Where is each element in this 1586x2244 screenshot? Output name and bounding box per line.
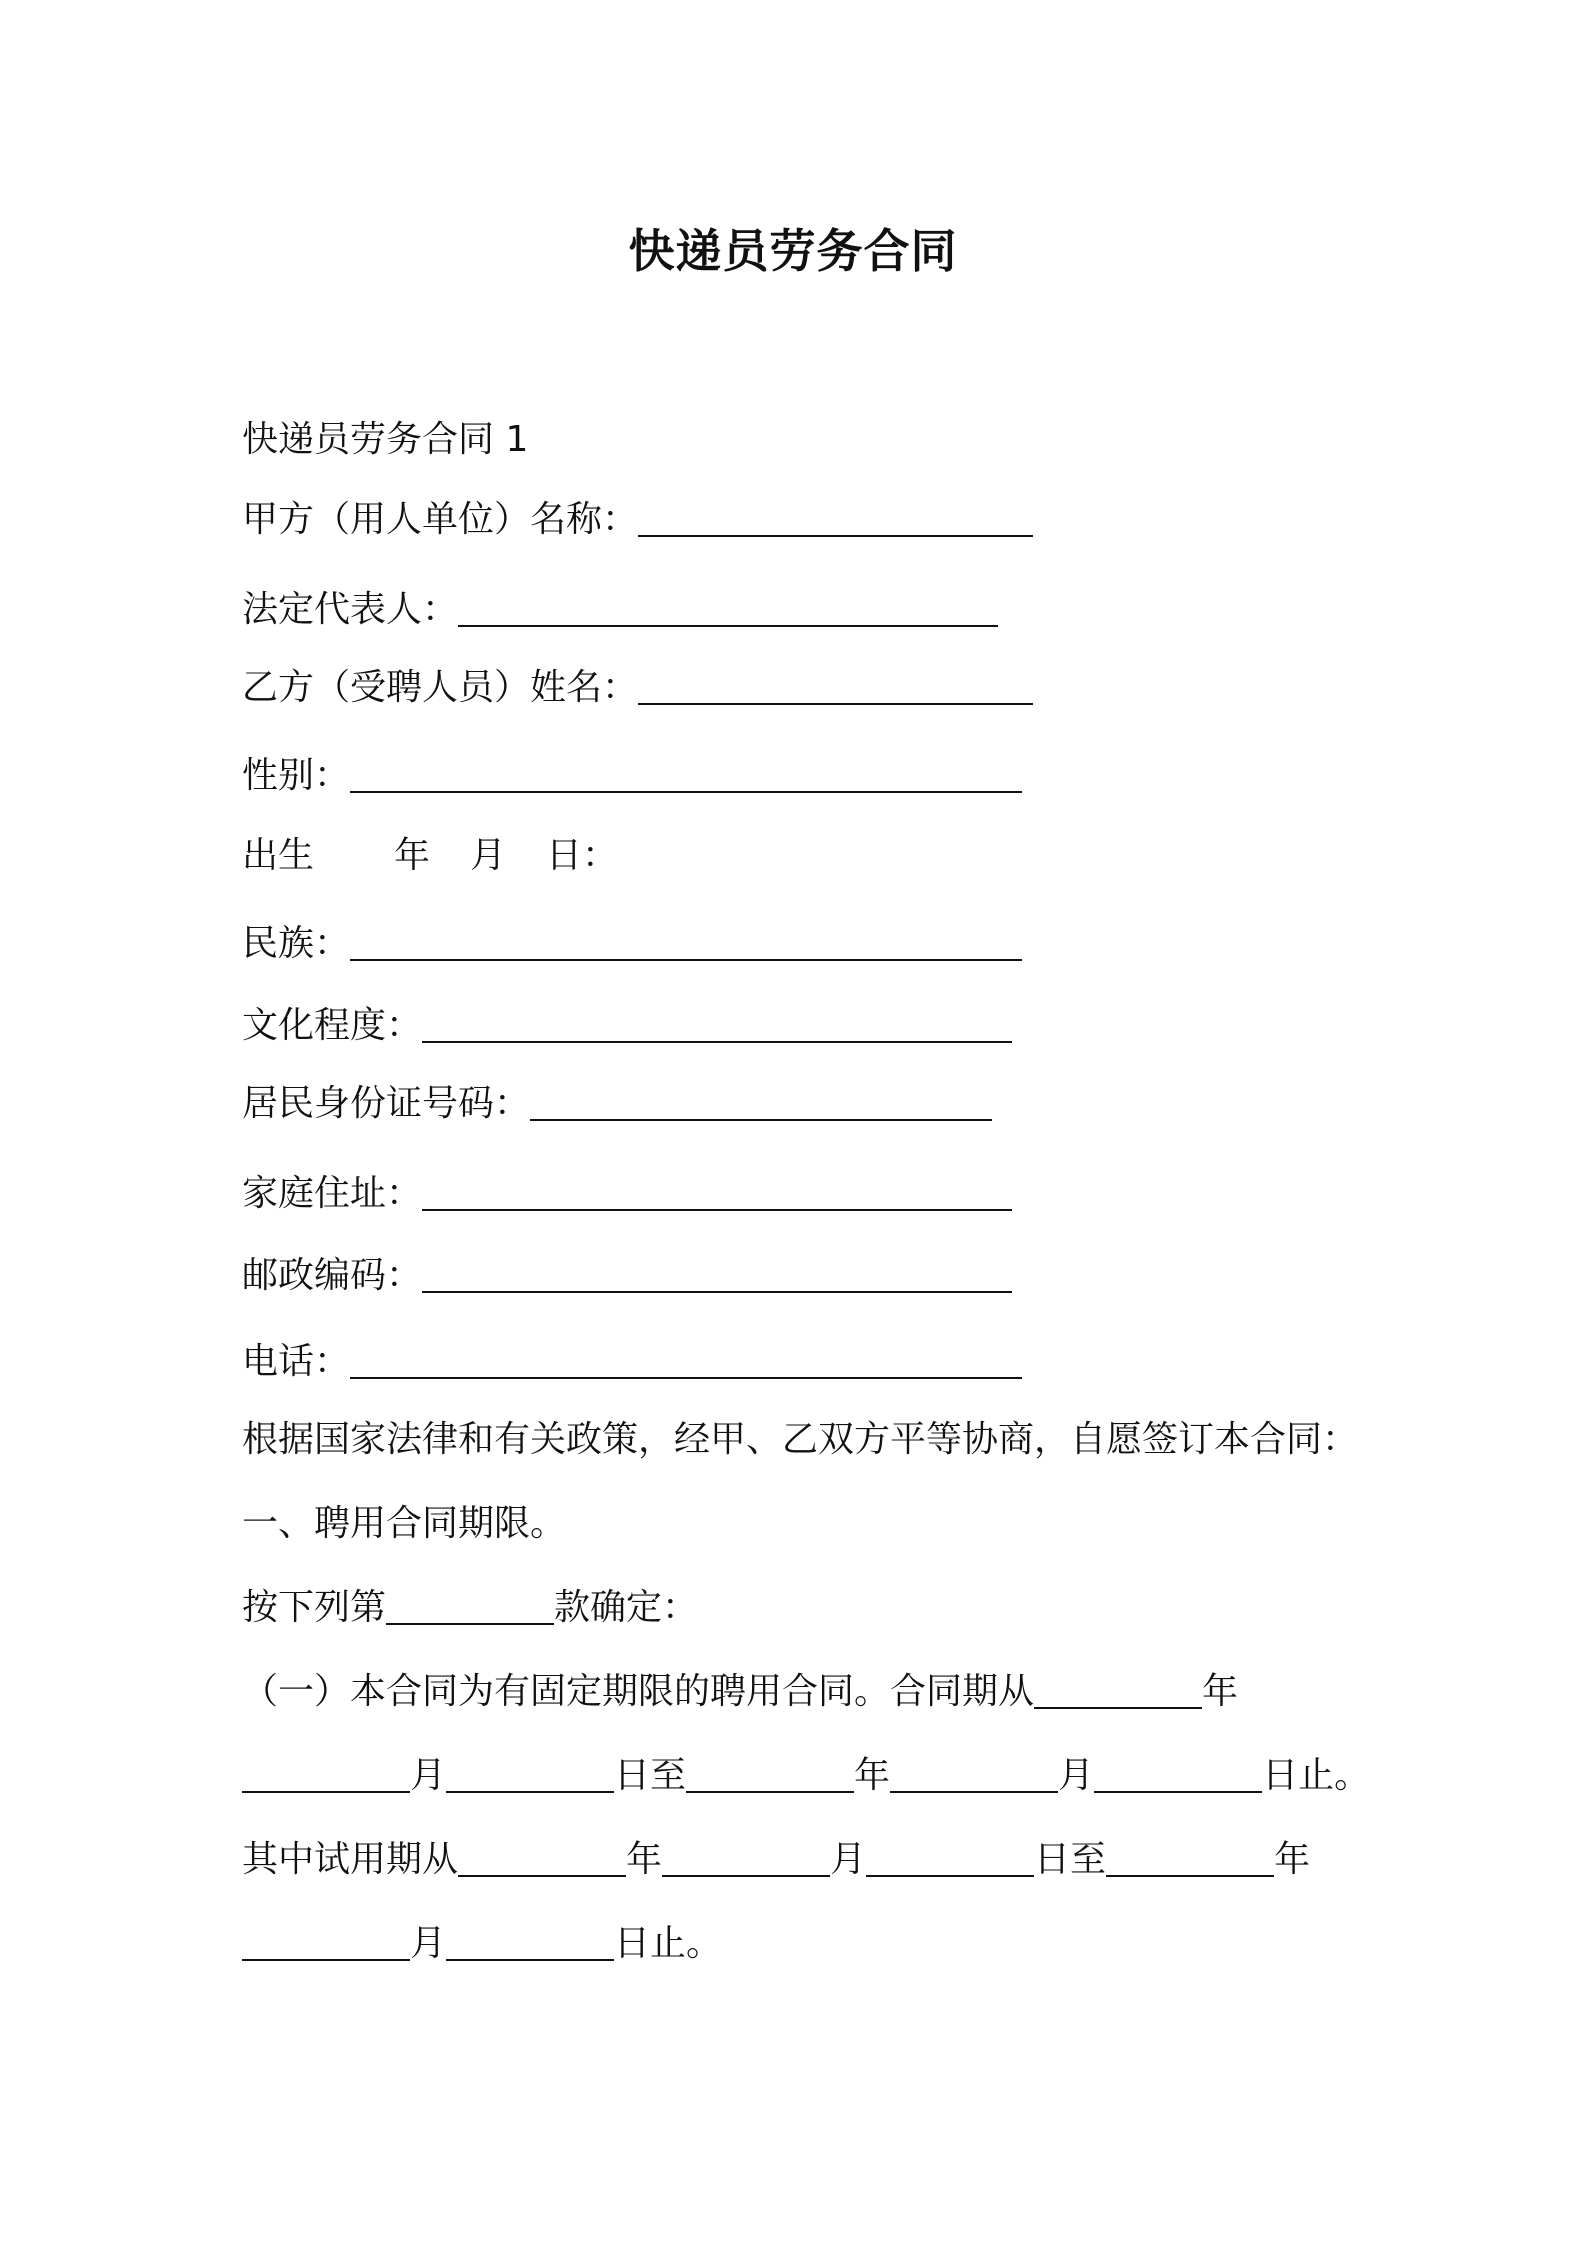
party-a-label: 甲方（用人单位）名称： (242, 499, 639, 540)
legal-rep-label: 法定代表人： (242, 589, 459, 630)
item-1-row (242, 1668, 1238, 1716)
id-number-blank[interactable] (530, 1081, 992, 1121)
id-number-label: 居民身份证号码： (242, 1083, 531, 1124)
section-1-heading: 一、聘用合同期限。 (242, 1503, 567, 1544)
gender-label: 性别： (242, 755, 351, 796)
postal-code-label: 邮政编码： (242, 1255, 423, 1296)
education-blank[interactable] (422, 1003, 1012, 1043)
probation-start-year-blank[interactable] (458, 1837, 626, 1877)
start-month-label: 月 (410, 1755, 447, 1796)
end-day-blank[interactable] (1094, 1753, 1262, 1793)
probation-row (242, 1836, 1310, 1884)
probation-start-month-label: 月 (830, 1839, 867, 1880)
subtitle: 快递员劳务合同 1 (242, 419, 529, 460)
postal-code-row (242, 1252, 1012, 1300)
ethnicity-row (242, 920, 1022, 968)
phone-label: 电话： (242, 1341, 351, 1382)
postal-code-blank[interactable] (422, 1253, 1012, 1293)
start-year-blank[interactable] (1034, 1669, 1202, 1709)
clause-pre: 按下列第 (242, 1587, 387, 1628)
probation-start-day-blank[interactable] (866, 1837, 1034, 1877)
ethnicity-label: 民族： (242, 923, 351, 964)
term-dates-row (242, 1752, 1370, 1800)
ethnicity-blank[interactable] (350, 921, 1022, 961)
phone-row (242, 1338, 1022, 1386)
probation-text: 其中试用期从 (242, 1839, 459, 1880)
birth-month-label: 月 (470, 835, 507, 876)
start-day-to-label: 日至 (614, 1755, 687, 1796)
legal-rep-row (242, 586, 998, 634)
birth-label: 出生 (242, 835, 315, 876)
probation-end-month-label: 月 (410, 1923, 447, 1964)
document-title: 快递员劳务合同 (628, 224, 958, 278)
probation-end-day-label: 日止。 (614, 1923, 723, 1964)
gender-row (242, 752, 1022, 800)
address-blank[interactable] (422, 1171, 1012, 1211)
education-row (242, 1002, 1012, 1050)
end-month-label: 月 (1058, 1755, 1095, 1796)
education-label: 文化程度： (242, 1005, 423, 1046)
id-number-row (242, 1080, 992, 1128)
birth-day-label: 日： (546, 835, 619, 876)
probation-end-day-blank[interactable] (446, 1921, 614, 1961)
clause-row (242, 1584, 698, 1632)
birth-year-label: 年 (394, 835, 431, 876)
probation-end-row (242, 1920, 722, 1968)
clause-blank[interactable] (386, 1585, 554, 1625)
end-year-label: 年 (854, 1755, 891, 1796)
party-b-blank[interactable] (638, 665, 1033, 705)
phone-blank[interactable] (350, 1339, 1022, 1379)
start-year-label: 年 (1202, 1671, 1239, 1712)
start-day-blank[interactable] (446, 1753, 614, 1793)
probation-start-month-blank[interactable] (662, 1837, 830, 1877)
gender-blank[interactable] (350, 753, 1022, 793)
probation-start-year-label: 年 (626, 1839, 663, 1880)
legal-rep-blank[interactable] (458, 587, 998, 627)
party-a-blank[interactable] (638, 497, 1033, 537)
probation-day-to-label: 日至 (1034, 1839, 1107, 1880)
party-b-label: 乙方（受聘人员）姓名： (242, 667, 639, 708)
intro-paragraph: 根据国家法律和有关政策，经甲、乙双方平等协商，自愿签订本合同： (242, 1419, 1359, 1460)
item-1-text: （一）本合同为有固定期限的聘用合同。合同期从 (242, 1671, 1035, 1712)
end-month-blank[interactable] (890, 1753, 1058, 1793)
address-label: 家庭住址： (242, 1173, 423, 1214)
probation-end-year-blank[interactable] (1106, 1837, 1274, 1877)
party-a-row (242, 496, 1033, 544)
clause-post: 款确定： (554, 1587, 699, 1628)
probation-end-year-label: 年 (1274, 1839, 1311, 1880)
address-row (242, 1170, 1012, 1218)
start-month-blank[interactable] (242, 1753, 410, 1793)
end-day-label: 日止。 (1262, 1755, 1371, 1796)
probation-end-month-blank[interactable] (242, 1921, 410, 1961)
end-year-blank[interactable] (686, 1753, 854, 1793)
birth-row (242, 832, 618, 880)
party-b-row (242, 664, 1033, 712)
